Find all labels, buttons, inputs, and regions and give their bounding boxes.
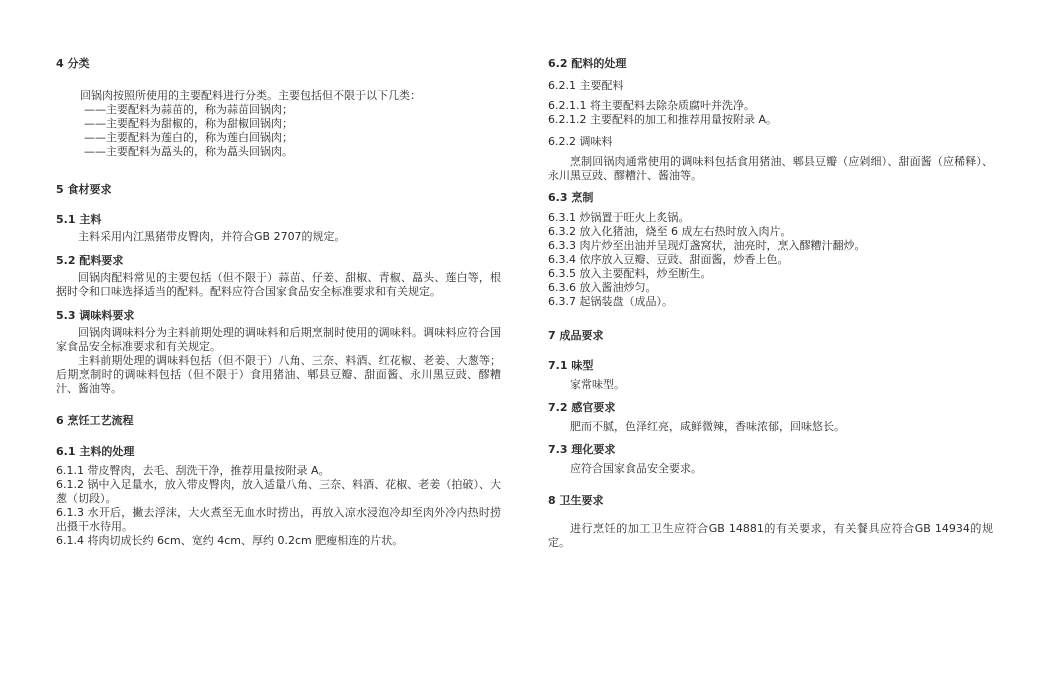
section-6-1-heading: 6.1 主料的处理 [56,445,135,458]
section-7-1-heading: 7.1 味型 [548,359,594,372]
section-6-1-item: 6.1.2 锅中入足量水，放入带皮臀肉，放入适量八角、三奈、料酒、花椒、老姜（拍破）、大葱（切段）。 [56,478,501,505]
section-6-3-item: 6.3.7 起锅装盘（成品）。 [548,295,673,308]
classification-item: ——主要配料为藠头的，称为藠头回锅肉。 [84,145,293,158]
classification-item: ——主要配料为莲白的，称为莲白回锅肉； [84,131,293,144]
left-column [56,57,501,548]
right-column [548,57,993,550]
section-6-2-heading: 6.2 配料的处理 [548,57,627,70]
section-4-intro: 回锅肉按照所使用的主要配料进行分类。主要包括但不限于以下几类： [80,89,421,102]
section-6-2-2-heading: 6.2.2 调味料 [548,135,613,148]
section-6-3-item: 6.3.4 依序放入豆瓣、豆豉、甜面酱，炒香上色。 [548,253,789,266]
section-7-3-text: 应符合国家食品安全要求。 [570,462,702,475]
section-7-3-heading: 7.3 理化要求 [548,443,616,456]
section-5-1-heading: 5.1 主料 [56,213,102,226]
section-7-2-text: 肥而不腻，色泽红亮，咸鲜微辣，香味浓郁，回味悠长。 [570,420,845,433]
section-7-2-heading: 7.2 感官要求 [548,401,616,414]
section-6-1-item: 6.1.3 水开后，撇去浮沫，大火煮至无血水时捞出，再放入凉水浸泡冷却至肉外冷内热时捞出摄干水待用。 [56,506,501,533]
section-7-1-text: 家常味型。 [570,378,625,391]
section-6-3-item: 6.3.3 肉片炒至出油并呈现灯盏窝状，油亮时，烹入醪糟汁翻炒。 [548,239,866,252]
section-6-3-item: 6.3.5 放入主要配料，炒至断生。 [548,267,712,280]
section-6-3-heading: 6.3 烹制 [548,191,594,204]
section-5-heading: 5 食材要求 [56,183,112,196]
section-8-text: 进行烹饪的加工卫生应符合GB 14881的有关要求，有关餐具应符合GB 14934的规定。 [548,522,993,549]
section-8-heading: 8 卫生要求 [548,494,604,507]
classification-item: ——主要配料为蒜苗的，称为蒜苗回锅肉； [84,103,293,116]
section-5-3-text-1: 回锅肉调味料分为主料前期处理的调味料和后期烹制时使用的调味料。调味料应符合国家食品安全标准要求和有关规定。 [56,326,501,353]
classification-item: ——主要配料为甜椒的，称为甜椒回锅肉； [84,117,293,130]
section-6-1-item: 6.1.1 带皮臀肉，去毛、刮洗干净，推荐用量按附录 A。 [56,464,330,477]
section-6-3-item: 6.3.1 炒锅置于旺火上炙锅。 [548,211,690,224]
section-5-3-text-2: 主料前期处理的调味料包括（但不限于）八角、三奈、料酒、红花椒、老姜、大葱等；后期烹制时的调味料包括（但不限于）食用猪油、郫县豆瓣、甜面酱、永川黑豆豉、醪糟汁、酱油等。 [56,354,501,395]
section-5-3-heading: 5.3 调味料要求 [56,309,135,322]
section-5-2-text: 回锅肉配料常见的主要包括（但不限于）蒜苗、仔姜、甜椒、青椒、藠头、莲白等，根据时令和口味选择适当的配料。配料应符合国家食品安全标准要求和有关规定。 [56,271,501,298]
section-6-2-1-item: 6.2.1.2 主要配料的加工和推荐用量按附录 A。 [548,113,778,126]
section-6-3-item: 6.3.2 放入化猪油，烧至 6 成左右热时放入肉片。 [548,225,792,238]
section-6-2-2-text: 烹制回锅肉通常使用的调味料包括食用猪油、郫县豆瓣（应剁细）、甜面酱（应稀释）、永川黑豆豉、醪糟汁、酱油等。 [548,155,993,182]
section-6-3-item: 6.3.6 放入酱油炒匀。 [548,281,657,294]
section-6-2-1-item: 6.2.1.1 将主要配料去除杂质腐叶并洗净。 [548,99,755,112]
section-5-2-heading: 5.2 配料要求 [56,254,124,267]
section-6-heading: 6 烹饪工艺流程 [56,414,134,427]
section-4-heading: 4 分类 [56,57,90,70]
section-5-1-text: 主料采用内江黑猪带皮臀肉，并符合GB 2707的规定。 [78,230,346,243]
section-6-2-1-heading: 6.2.1 主要配料 [548,79,624,92]
section-6-1-item: 6.1.4 将肉切成长约 6cm、宽约 4cm、厚约 0.2cm 肥瘦相连的片状。 [56,534,404,547]
section-7-heading: 7 成品要求 [548,329,604,342]
